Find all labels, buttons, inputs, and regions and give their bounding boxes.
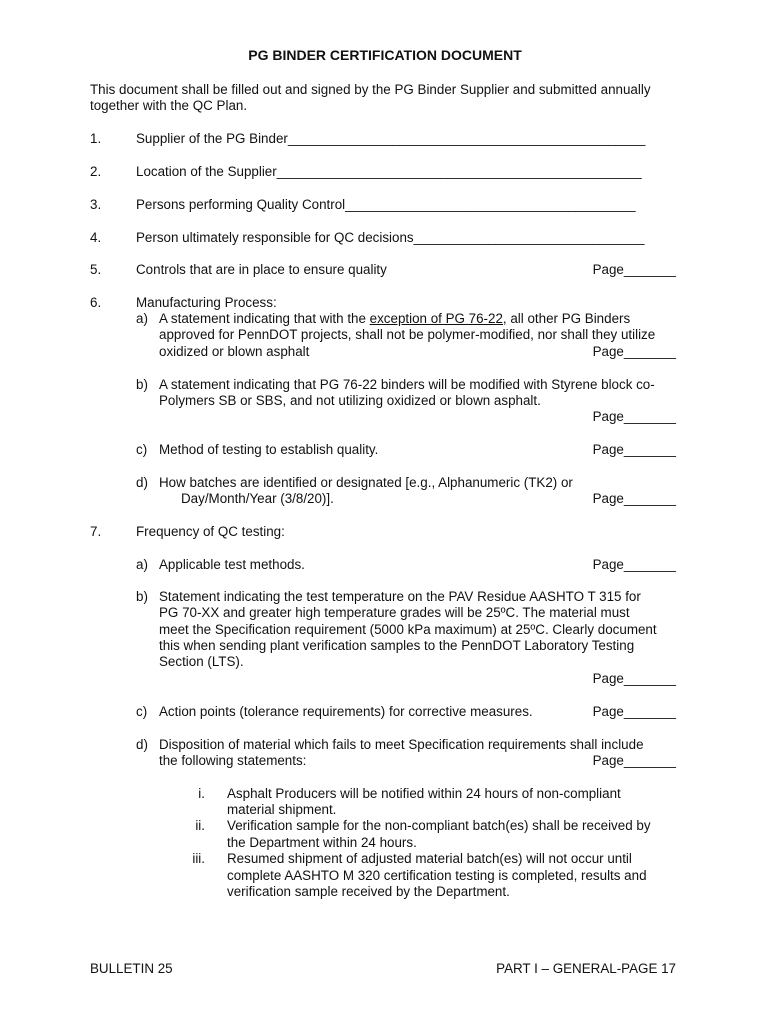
item-number: 5. (90, 262, 102, 277)
footer-page-number: PART I – GENERAL-PAGE 17 (496, 961, 676, 976)
sub-item-label: d) (136, 475, 148, 490)
text-line: A statement indicating that with the exception of PG 76-22, all other PG Binders (159, 311, 631, 326)
text-line: Applicable test methods. (159, 557, 305, 572)
item-number: 3. (90, 197, 102, 212)
location-field: Location of the Supplier_________________________________________________ (136, 164, 642, 179)
text-line: PG 70-XX and greater high temperature grades will be 25ºC. The material must (159, 605, 630, 620)
item-number: 6. (90, 295, 102, 310)
item-number: 1. (90, 131, 102, 146)
text-line: Disposition of material which fails to meet Specification requirements shall include (159, 737, 644, 752)
page-field: Page_______ (592, 753, 676, 768)
underlined-text: exception of PG 76-22, (369, 311, 507, 326)
text-line: approved for PennDOT projects, shall not be polymer-modified, nor shall they utilize (159, 327, 656, 342)
sub-item-label: b) (136, 377, 148, 392)
roman-numeral: i. (198, 786, 205, 801)
quality-control-persons-field: Persons performing Quality Control_______________________________________ (136, 197, 636, 212)
page-field: Page_______ (592, 491, 676, 506)
text-line: complete AASHTO M 320 certification testing is completed, results and (227, 868, 647, 883)
sub-item-label: b) (136, 589, 148, 604)
qc-responsible-person-field: Person ultimately responsible for QC decisions_______________________________ (136, 230, 645, 245)
page-field: Page_______ (592, 409, 676, 424)
page-field: Page_______ (592, 704, 676, 719)
item-number: 2. (90, 164, 102, 179)
document-title: PG BINDER CERTIFICATION DOCUMENT (248, 47, 522, 63)
item-number: 4. (90, 230, 102, 245)
sub-item-label: c) (136, 442, 148, 457)
page-field: Page_______ (592, 262, 676, 277)
page-field: Page_______ (592, 442, 676, 457)
text-line: Asphalt Producers will be notified within 24 hours of non-compliant (227, 786, 621, 801)
text-line: the following statements: (159, 753, 307, 768)
text-line: How batches are identified or designated [e.g., Alphanumeric (TK2) or (159, 475, 573, 490)
text-line: Polymers SB or SBS, and not utilizing oxidized or blown asphalt. (159, 393, 541, 408)
text-line: oxidized or blown asphalt (159, 344, 310, 359)
controls-text: Controls that are in place to ensure quality (136, 262, 387, 277)
text-line: material shipment. (227, 802, 337, 817)
page-field: Page_______ (592, 344, 676, 359)
text-line: Section (LTS). (159, 654, 244, 669)
page-field: Page_______ (592, 671, 676, 686)
text-line: A statement indicating that PG 76-22 binders will be modified with Styrene block co- (159, 377, 655, 392)
item-number: 7. (90, 524, 102, 539)
text-line: the Department within 24 hours. (227, 835, 417, 850)
text-line: Resumed shipment of adjusted material batch(es) will not occur until (227, 851, 632, 866)
sub-item-label: a) (136, 557, 148, 572)
text-line: meet the Specification requirement (5000 kPa maximum) at 25ºC. Clearly document (159, 622, 657, 637)
sub-item-label: d) (136, 737, 148, 752)
roman-numeral: ii. (195, 818, 205, 833)
text-line: Verification sample for the non-compliant batch(es) shall be received by (227, 818, 651, 833)
section-heading: Frequency of QC testing: (136, 524, 285, 539)
text-line: Day/Month/Year (3/8/20)]. (181, 491, 334, 506)
roman-numeral: iii. (192, 851, 205, 866)
footer-bulletin: BULLETIN 25 (90, 961, 173, 976)
page-field: Page_______ (592, 557, 676, 572)
text-line: this when sending plant verification samples to the PennDOT Laboratory Testing (159, 638, 635, 653)
text-line: Action points (tolerance requirements) for corrective measures. (159, 704, 533, 719)
sub-item-label: a) (136, 311, 148, 326)
sub-item-label: c) (136, 704, 148, 719)
text-line: verification sample received by the Department. (227, 884, 510, 899)
section-heading: Manufacturing Process: (136, 295, 277, 310)
text-line: Statement indicating the test temperature on the PAV Residue AASHTO T 315 for (159, 589, 641, 604)
supplier-field: Supplier of the PG Binder________________________________________________ (136, 131, 646, 146)
text-line: Method of testing to establish quality. (159, 442, 379, 457)
intro-paragraph: This document shall be filled out and signed by the PG Binder Supplier and submitted annually together with the QC Plan. (90, 82, 651, 114)
